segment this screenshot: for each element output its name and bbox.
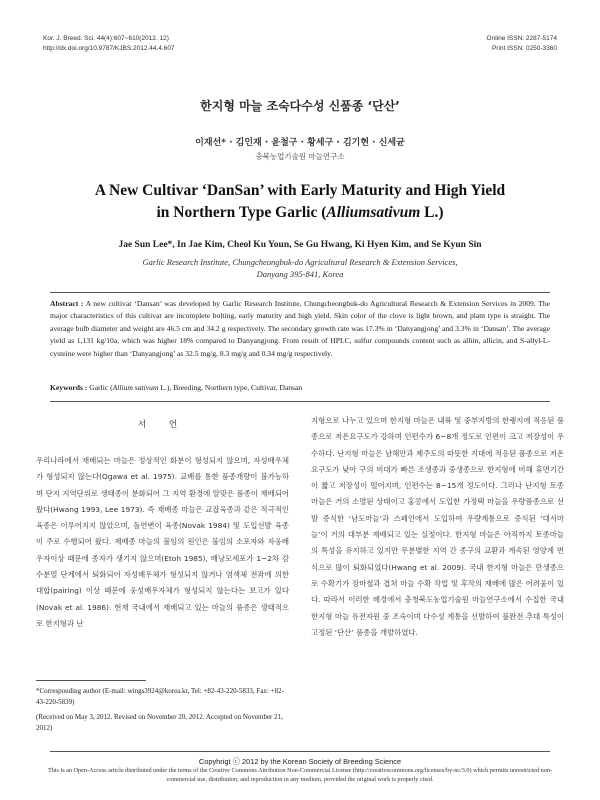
affiliation-line2: Danyang 395-841, Korea	[256, 269, 344, 279]
english-title	[60, 180, 540, 224]
abstract-bottom-rule	[50, 401, 550, 402]
english-title-line2	[60, 202, 540, 224]
footnote-rule	[36, 680, 146, 681]
body-left-column	[36, 453, 289, 632]
korean-affiliation: 충북농업기술원 마늘연구소	[255, 152, 345, 161]
online-issn: Online ISSN: 2287-5174	[486, 35, 557, 42]
korean-title: 한지형 마늘 조숙다수성 신품종 ‘단산’	[200, 99, 400, 113]
title-species: Alliumsativum	[326, 204, 421, 221]
english-authors: Jae Sun Lee*, In Jae Kim, Cheol Ku Youn, Se Gu Hwang, Ki Hyen Kim, and Se Kyun Sin	[118, 240, 482, 250]
journal-header-right	[487, 34, 557, 54]
keywords-suffix: L.), Breeding, Northern type, Cultivar, Dansan	[158, 383, 303, 392]
body-paragraph-right: 지형으로 나누고 있으며 한지형 마늘은 내륙 및 중부지방의 한랭지에 적응된 품종으로 저온요구도가 강하며 인편수가 6~8개 정도로 인편이 크고 저장성이 우수하다. 난지형 마늘은 남해안과 제주도의 따뜻한 지대에 적응된 품종으로 저온요구도가 낮아 구의 비대가 빠른 조생종과 중생종으로 한지형에 비해 휴면기간이 짧고 저장성이 떨어지며, 인편수는 8~15개 정도이다. 그러나 난지형 토종마늘은 거의 소멸된 상태이고 홍콩에서 도입한 가정택 마늘을 우량품종으로 선발 증식한 ‘남도마늘’과 스페인에서 도입하여 우량계통으로 증식된 ‘대서마늘’이 거의 대부분 재배되고 있는 실정이다. 한지형 마늘은 아직까지 토종마늘의 특성을 유지하고 있지만 무분별한 지역 간 종구의 교환과 계속된 영양계 번식으로 많이 퇴화되었다(Hwang et al. 2009). 국내 한지형 마늘은 만생종으로 수확기가 장마철과 겹쳐 마늘 수확 작업 및 후작의 재배에 많은 어려움이 있다. 따라서 이러한 배경에서 충청북도농업기술원 마늘연구소에서 수집한 국내 한지형 마늘 유전자원 중 조숙이며 다수성 계통을 선발하여 불완전 추대 특성이 고정된 ‘단산’ 품종을 개발하였다.	[311, 416, 564, 637]
title-suffix: L.)	[420, 204, 444, 221]
keywords	[50, 383, 550, 392]
journal-header-left	[43, 34, 175, 54]
print-issn: Print ISSN: 0250-3360	[491, 45, 557, 52]
journal-citation: Kor. J. Breed. Sci. 44(4):607~610(2012. 12)	[43, 35, 169, 42]
footer-rule	[50, 751, 550, 752]
abstract-label: Abstract :	[50, 299, 84, 308]
keywords-species: Allium sativum	[112, 383, 159, 392]
english-affiliation	[40, 256, 560, 280]
body-right-column	[311, 413, 564, 641]
copyright-notice: Copyhrigt ⓒ 2012 by the Korean Society of Breeding Science	[198, 757, 402, 766]
section-heading: 서 언	[137, 420, 188, 430]
abstract-top-rule	[50, 292, 550, 293]
abstract-text: A new cultivar ‘Dansan’ was developed by Garlic Research Institute, Chungcheongbuk-do Agricultural Research & Extension Services in 2009. The major characteristics of this cultivar are incomplete bolting, early maturity and high yield. Skin color of the clove is light brown, and plant type is straight. The average bulb diameter and weight are 46.5 cm and 34.2 g respectively. The secondary growth rate was 17.3% in ‘Danyangjong’ and 3.3% in ‘Dansan’. The average yield as 1,131 kg/10a, which was higher 18% compared to Danyangjong. From result of HPLC, sulfur compounds content such as alliin, allicin, and S-allyl-L-cysteine were higher than ‘Danyangjong’ as 32.5 mg/g, 8.3 mg/g and 0.34 mg/g respectively.	[50, 299, 550, 358]
english-title-line1: A New Cultivar ‘DanSan’ with Early Maturity and High Yield	[94, 182, 506, 199]
doi-link[interactable]: http://dx.doi.org/10.9787/KJBS.2012.44.4.607	[43, 45, 175, 52]
keywords-prefix: Garlic (	[87, 383, 113, 392]
body-paragraph-left: 우리나라에서 재배되는 마늘은 정상적인 화분이 형성되지 않으며, 자성배우체가 형성되지 않는다(Ogawa et al. 1975). 교배를 통한 품종개량이 불가능하며 단지 지역단위로 생태종이 분화되어 그 지역 환경에 알맞은 품종이 재배되어 왔다(Hwang 1993, Lee 1973). 즉 재배종 마늘은 교잡육종과 같은 적극적인 육종은 이루어지지 않았으며, 돌연변이 육종(Novak 1984) 및 도입선발 육종이 주로 수행되어 왔다. 재배종 마늘의 불임의 원인은 불임의 소포자와 자웅배우자이상 때문에 종자가 생기지 않으며(Etoh 1985), 배낭모세포가 1~2차 감수분열 단계에서 퇴화되어 자성배우체가 형성되지 않거나 염색체 전좌에 의한 대합(pairing) 이상 때문에 웅성배우자체가 형성되지 않는다는 보고가 있다(Novak et al. 1986). 현재 국내에서 재배되고 있는 마늘의 품종은 생태적으로 한지형과 난	[36, 456, 289, 628]
open-access-license: This is an Open-Access article distributed under the terms of the Creative Commons Attribution Non-Commercial License (http://creativecommons.org/licenses/by-nc/3.0) which permits unrestricted non-commercial use, distribution, and reproduction in any medium, provided the original work is properly cited.	[47, 767, 553, 783]
affiliation-line1: Garlic Research Institute, Chungcheongbuk-do Agricultural Research & Extension Services,	[142, 257, 458, 267]
korean-authors: 이재선* · 김인재 · 윤철구 · 황세구 · 김기현 · 신세균	[195, 138, 405, 148]
received-dates: (Received on May 3, 2012. Revised on November 20, 2012. Accepted on November 21, 2012)	[36, 713, 283, 732]
corresponding-author: *Corresponding author (E-mail: wings3924@korea.kr, Tel: +82-43-220-5833, Fax: +82-43-220-5839)	[36, 687, 284, 706]
abstract	[50, 298, 550, 360]
keywords-label: Keywords :	[50, 383, 88, 392]
title-prefix: in Northern Type Garlic (	[156, 204, 327, 221]
footnotes	[36, 686, 289, 738]
